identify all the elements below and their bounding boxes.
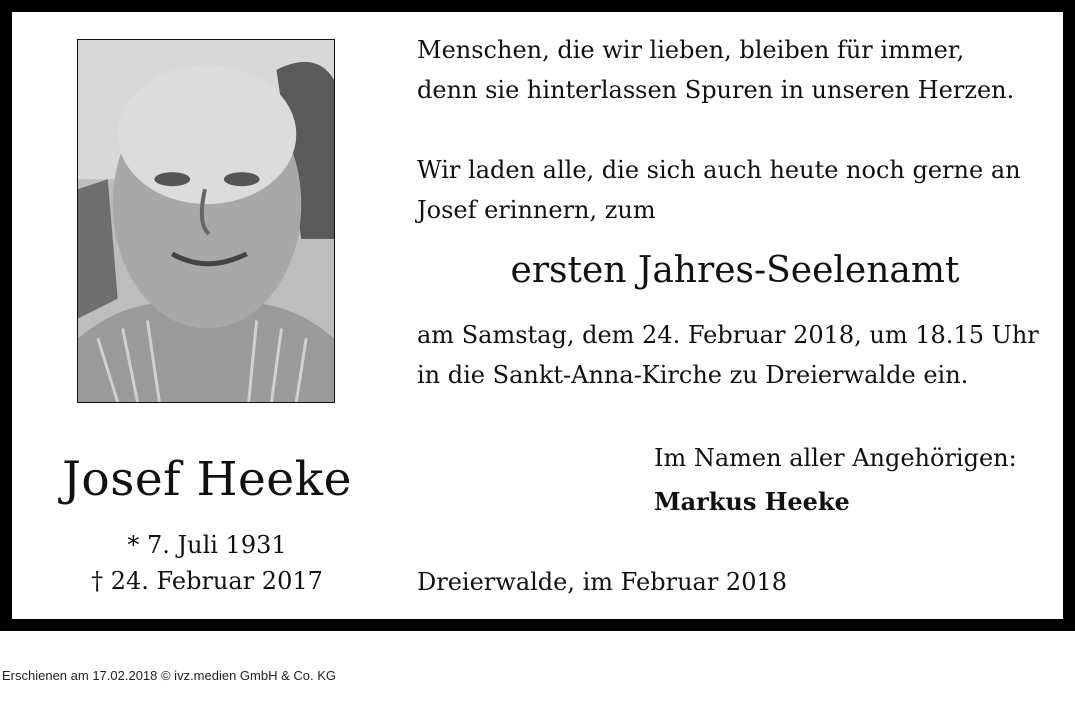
invitation-text <box>417 150 1021 230</box>
quote-line: denn sie hinterlassen Spuren in unseren Herzen. <box>417 76 1015 104</box>
death-date: † 24. Februar 2017 <box>91 567 323 595</box>
quote-line: Menschen, die wir lieben, bleiben für immer, <box>417 36 965 64</box>
signature-name: Markus Heeke <box>654 487 850 516</box>
notice-card <box>12 12 1063 619</box>
event-headline: ersten Jahres-Seelenamt <box>510 250 960 291</box>
invitation-line: Josef erinnern, zum <box>417 196 656 224</box>
birth-date: * 7. Juli 1931 <box>127 531 287 559</box>
event-details-line: in die Sankt-Anna-Kirche zu Dreierwalde ein. <box>417 361 969 389</box>
portrait-photo <box>77 39 335 403</box>
deceased-name: Josef Heeke <box>62 452 352 507</box>
event-details-line: am Samstag, dem 24. Februar 2018, um 18.15 Uhr <box>417 321 1039 349</box>
place-and-date: Dreierwalde, im Februar 2018 <box>417 568 788 596</box>
invitation-line: Wir laden alle, die sich auch heute noch gerne an <box>417 156 1021 184</box>
event-details <box>417 315 1039 395</box>
publication-footer: Erschienen am 17.02.2018 © ivz.medien GmbH & Co. KG <box>2 668 337 683</box>
signature-block <box>654 436 1017 524</box>
life-dates <box>12 527 402 599</box>
memorial-quote <box>417 30 1014 110</box>
signature-intro: Im Namen aller Angehörigen: <box>654 444 1017 472</box>
